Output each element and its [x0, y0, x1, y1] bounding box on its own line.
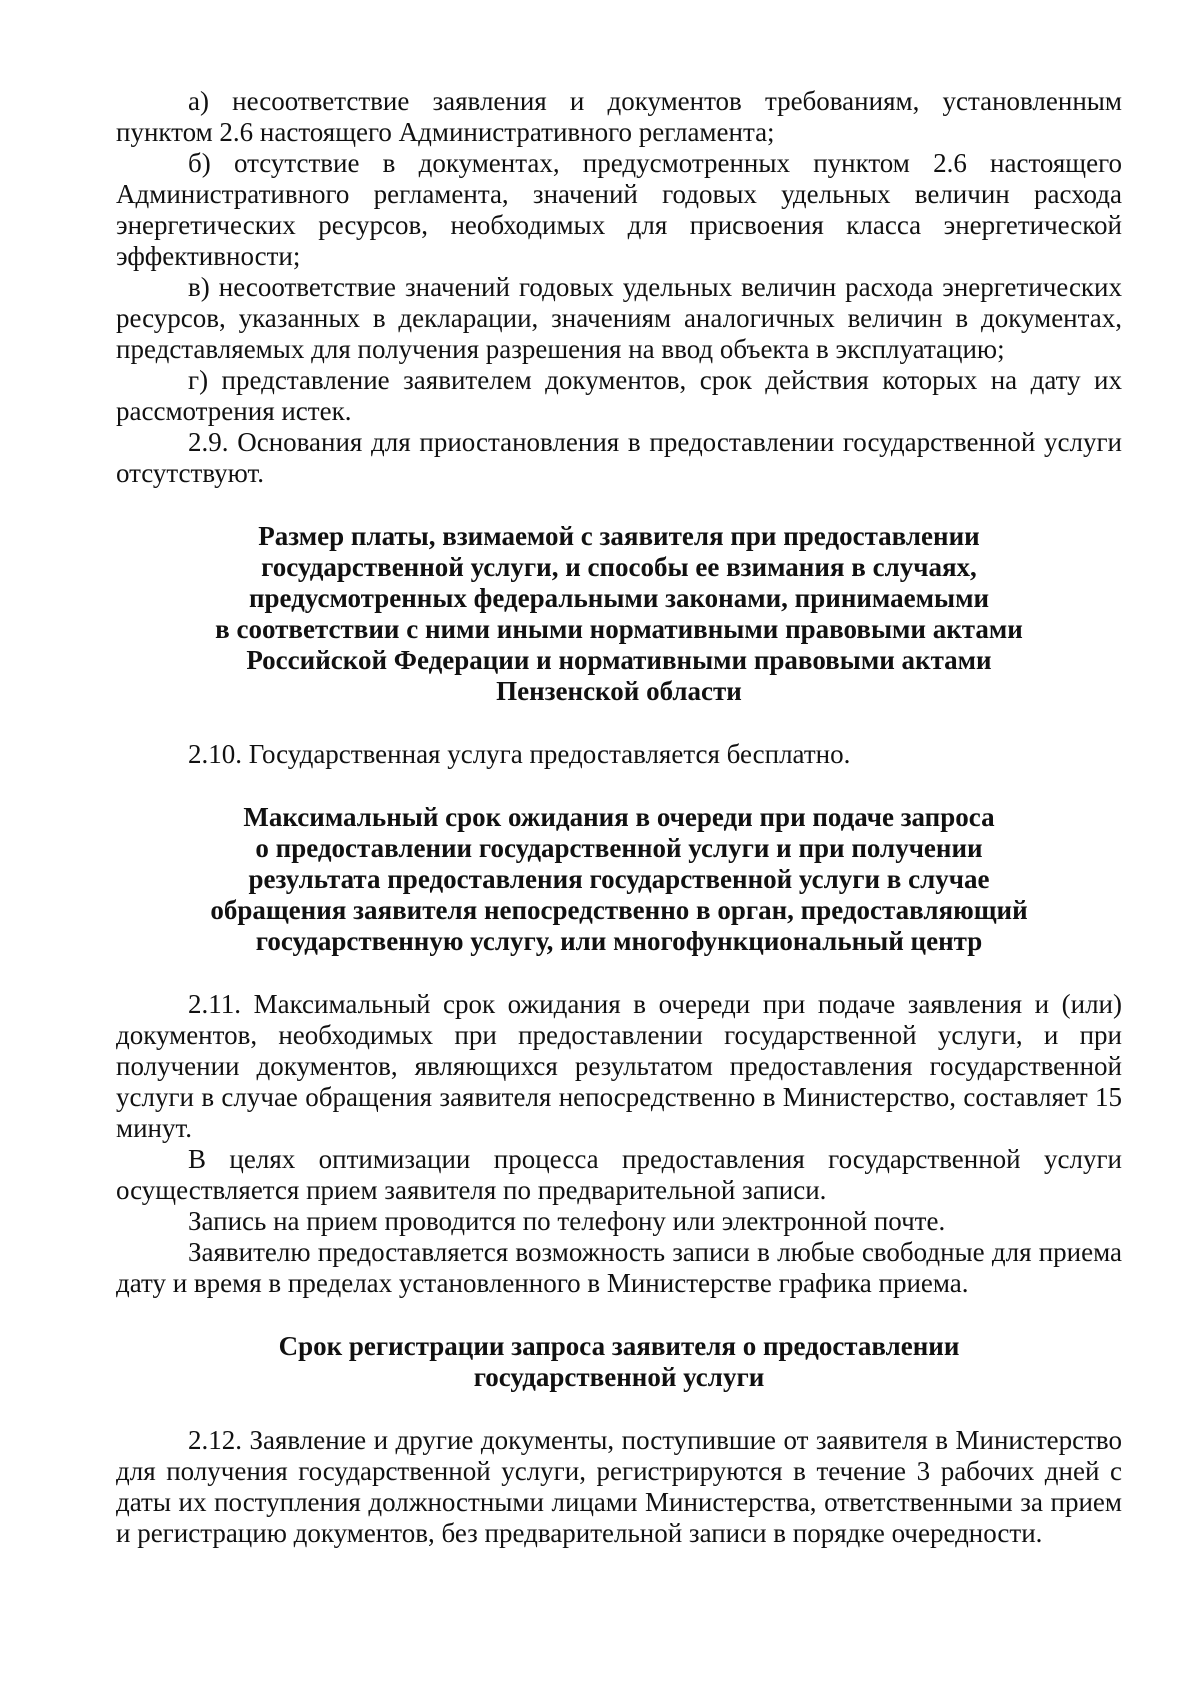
document-page	[116, 86, 1122, 1549]
heading-line: Максимальный срок ожидания в очереди при подаче запроса	[243, 802, 995, 832]
heading-line: государственной услуги, и способы ее взимания в случаях,	[261, 552, 977, 582]
paragraph-item-v: в) несоответствие значений годовых удельных величин расхода энергетических ресурсов, указанных в декларации, значениям аналогичных величин в документах, представляемых для получения разрешения на ввод объекта в эксплуатацию;	[116, 272, 1122, 364]
paragraph-item-g: г) представление заявителем документов, срок действия которых на дату их рассмотрения истек.	[116, 365, 1122, 426]
paragraph-2-9: 2.9. Основания для приостановления в предоставлении государственной услуги отсутствуют.	[116, 427, 1122, 488]
paragraph-2-11: 2.11. Максимальный срок ожидания в очереди при подаче заявления и (или) документов, необходимых при предоставлении государственной услуги, и при получении документов, являющихся результатом предоставления государственной услуги в случае обращения заявителя непосредственно в Министерство, составляет 15 минут.	[116, 989, 1122, 1143]
heading-line: Размер платы, взимаемой с заявителя при предоставлении	[258, 521, 980, 551]
paragraph-2-12: 2.12. Заявление и другие документы, поступившие от заявителя в Министерство для получения государственной услуги, регистрируются в течение 3 рабочих дней с даты их поступления должностными лицами Министерства, ответственными за прием и регистрацию документов, без предварительной записи в порядке очередности.	[116, 1425, 1122, 1548]
section-heading-fee	[116, 521, 1122, 707]
paragraph-schedule: Заявителю предоставляется возможность записи в любые свободные для приема дату и время в пределах установленного в Министерстве графика приема.	[116, 1237, 1122, 1298]
paragraph-optimization: В целях оптимизации процесса предоставления государственной услуги осуществляется прием заявителя по предварительной записи.	[116, 1144, 1122, 1205]
heading-line: Срок регистрации запроса заявителя о предоставлении	[278, 1331, 960, 1361]
section-heading-registration	[116, 1331, 1122, 1393]
heading-line: результата предоставления государственной услуги в случае	[248, 864, 990, 894]
heading-line: предусмотренных федеральными законами, принимаемыми	[248, 583, 990, 613]
heading-line: Пензенской области	[496, 676, 742, 706]
section-heading-wait	[116, 802, 1122, 957]
heading-line: государственной услуги	[473, 1362, 765, 1392]
heading-line: в соответствии с ними иными нормативными правовыми актами	[215, 614, 1023, 644]
paragraph-2-10: 2.10. Государственная услуга предоставляется бесплатно.	[188, 739, 851, 769]
paragraph-item-b: б) отсутствие в документах, предусмотренных пунктом 2.6 настоящего Административного регламента, значений годовых удельных величин расхода энергетических ресурсов, необходимых для присвоения класса энергетической эффективности;	[116, 148, 1122, 271]
heading-line: обращения заявителя непосредственно в орган, предоставляющий	[210, 895, 1028, 925]
paragraph-item-a: а) несоответствие заявления и документов требованиям, установленным пунктом 2.6 настоящего Административного регламента;	[116, 86, 1122, 147]
heading-line: о предоставлении государственной услуги и при получении	[255, 833, 983, 863]
heading-line: Российской Федерации и нормативными правовыми актами	[246, 645, 992, 675]
paragraph-appointment: Запись на прием проводится по телефону или электронной почте.	[188, 1206, 946, 1236]
heading-line: государственную услугу, или многофункциональный центр	[255, 926, 983, 956]
